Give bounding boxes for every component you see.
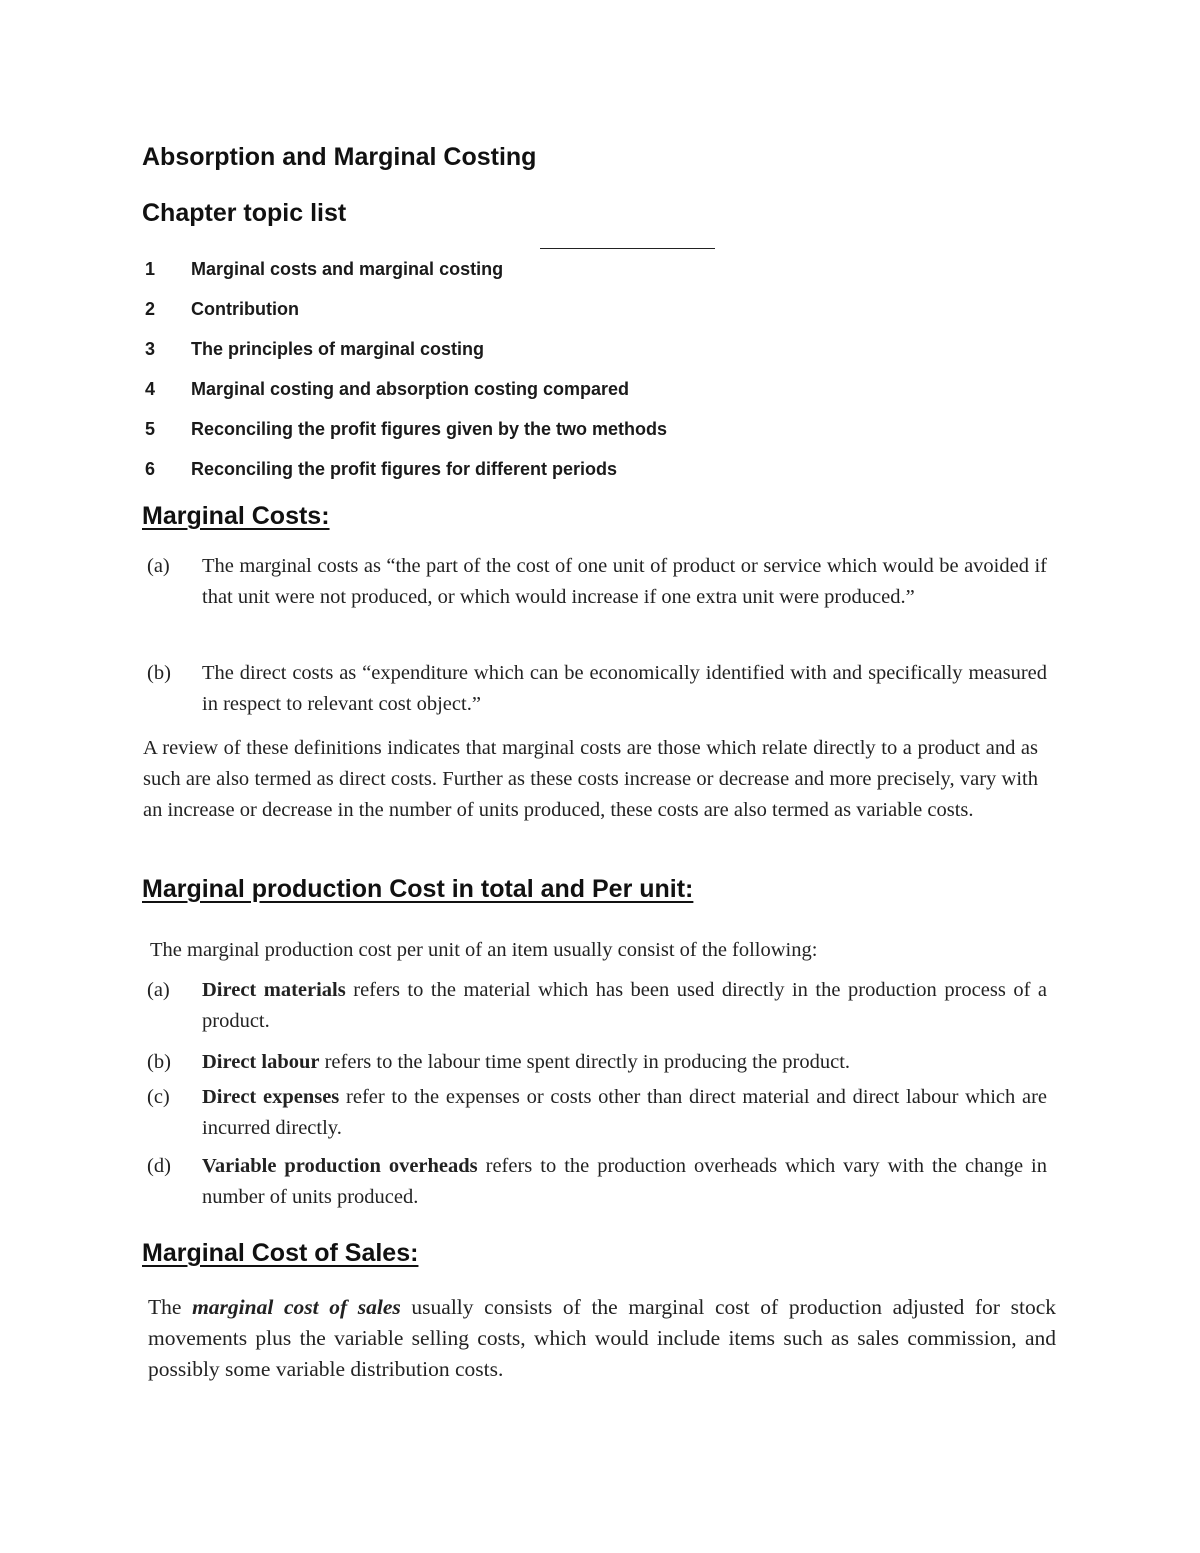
topic-list-rule xyxy=(540,248,715,249)
item-term: Direct materials xyxy=(202,979,346,1001)
topic-item xyxy=(145,295,745,335)
section-heading-marginal-production-cost: Marginal production Cost in total and Per unit: xyxy=(142,875,694,903)
paragraph-text: usually consists of the marginal cost of production adjusted for stock movements plus the variable selling costs, which would include items such as sales commission, and possibly some variable distribution costs. xyxy=(148,1295,1056,1381)
topic-number: 4 xyxy=(145,379,156,399)
emphasised-term: marginal cost of sales xyxy=(192,1295,401,1319)
topic-text: Reconciling the profit figures for different periods xyxy=(191,459,618,479)
definition-item xyxy=(147,551,1047,647)
item-label: (d) xyxy=(147,1155,171,1177)
section-heading-marginal-cost-of-sales: Marginal Cost of Sales: xyxy=(142,1239,419,1267)
topic-list xyxy=(145,255,745,495)
topic-item xyxy=(145,455,745,495)
cost-component-item xyxy=(147,1151,1047,1215)
intro-paragraph: The marginal production cost per unit of an item usually consist of the following: xyxy=(150,939,818,961)
topic-text: Marginal costing and absorption costing compared xyxy=(191,379,630,399)
definition-item xyxy=(147,658,1047,722)
topic-number: 3 xyxy=(145,339,156,359)
topic-item xyxy=(145,255,745,295)
topic-number: 1 xyxy=(145,259,156,279)
review-paragraph: A review of these definitions indicates that marginal costs are those which relate directly to a product and as such are also termed as direct costs. Further as these costs increase or decrease and more precisely, vary with an increase or decrease in the number of units produced, these costs are also termed as variable costs. xyxy=(143,737,1038,821)
cost-component-item xyxy=(147,1047,1047,1079)
item-body xyxy=(202,975,1047,1037)
cost-component-item xyxy=(147,1082,1047,1146)
item-text: The marginal costs as “the part of the cost of one unit of product or service which would be avoided if that unit were not produced, or which would increase if one extra unit were produced.” xyxy=(202,555,1047,608)
topic-text: The principles of marginal costing xyxy=(191,339,485,359)
topic-text: Contribution xyxy=(191,299,299,319)
item-body xyxy=(202,1151,1047,1213)
topic-item xyxy=(145,415,745,455)
topic-item xyxy=(145,375,745,415)
item-label: (c) xyxy=(147,1086,170,1108)
document-title: Absorption and Marginal Costing xyxy=(142,143,537,171)
item-label: (a) xyxy=(147,555,170,577)
paragraph-lead: The xyxy=(148,1295,193,1319)
section-heading-marginal-costs: Marginal Costs: xyxy=(142,502,330,530)
topic-text: Reconciling the profit figures given by the two methods xyxy=(191,419,668,439)
topic-text: Marginal costs and marginal costing xyxy=(191,259,504,279)
item-label: (b) xyxy=(147,1051,171,1073)
item-term: Direct labour xyxy=(202,1051,320,1073)
topic-number: 6 xyxy=(145,459,156,479)
cost-of-sales-paragraph xyxy=(148,1292,1056,1385)
topic-item xyxy=(145,335,745,375)
topic-list-heading: Chapter topic list xyxy=(142,199,347,227)
item-text: refers to the labour time spent directly in producing the product. xyxy=(319,1051,851,1073)
item-label: (a) xyxy=(147,979,170,1001)
item-term: Variable production overheads xyxy=(202,1155,478,1177)
item-body xyxy=(202,1082,1047,1144)
item-text: refers to the production overheads which vary with the change in number of units produced. xyxy=(202,1155,1047,1208)
item-body xyxy=(202,1047,1047,1078)
item-label: (b) xyxy=(147,662,171,684)
cost-component-item xyxy=(147,975,1047,1039)
item-text: refer to the expenses or costs other than direct material and direct labour which are incurred directly. xyxy=(202,1086,1047,1139)
item-text: The direct costs as “expenditure which can be economically identified with and specifically measured in respect to relevant cost object.” xyxy=(202,662,1047,715)
topic-number: 5 xyxy=(145,419,156,439)
item-term: Direct expenses xyxy=(202,1086,340,1108)
topic-number: 2 xyxy=(145,299,156,319)
item-text: refers to the material which has been used directly in the production process of a product. xyxy=(202,979,1047,1032)
